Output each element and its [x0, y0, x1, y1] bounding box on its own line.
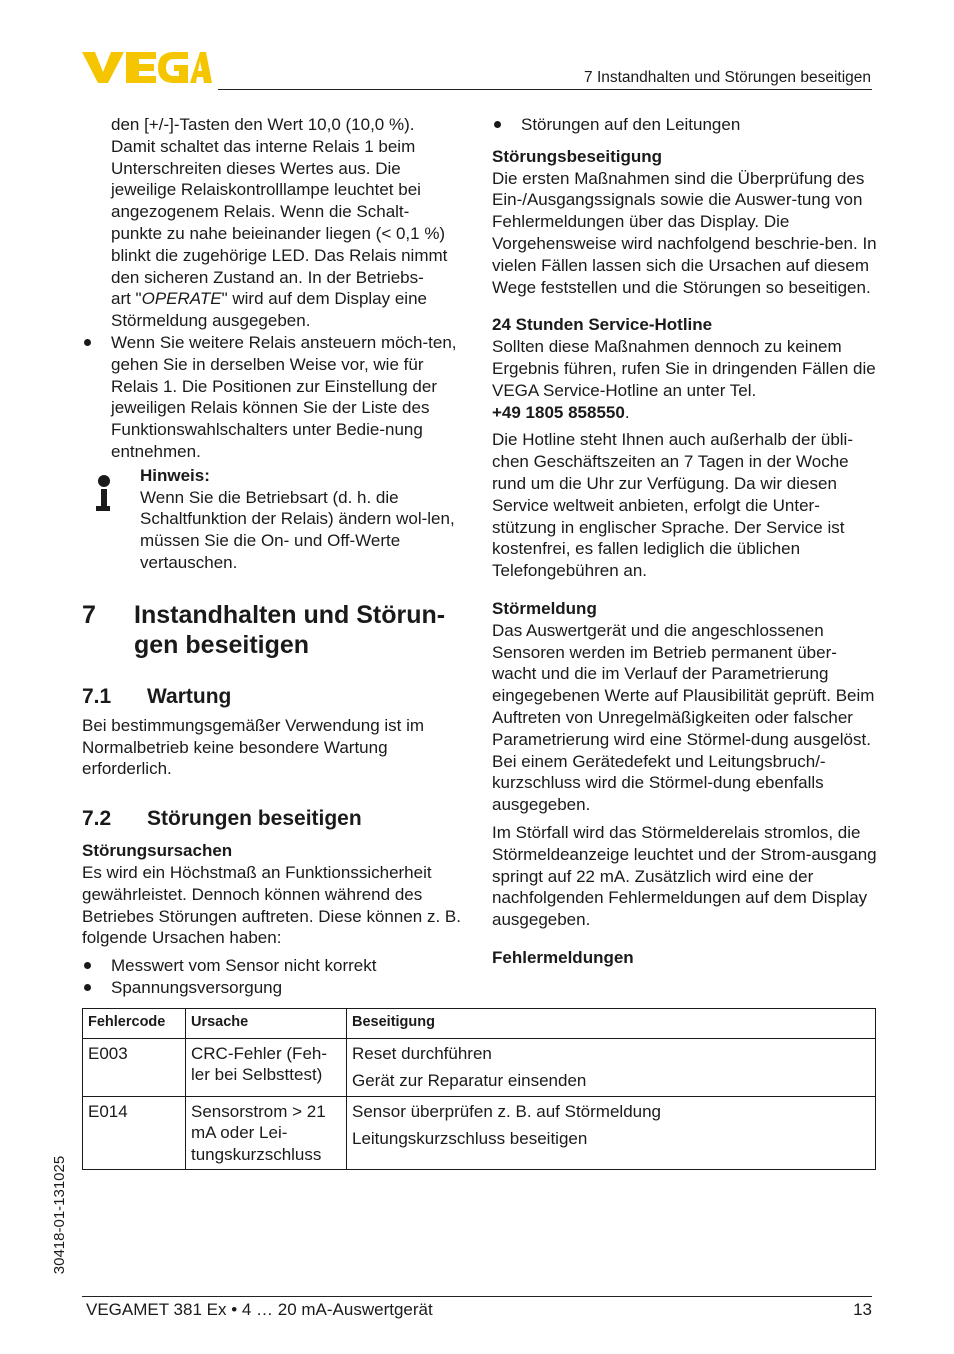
- list-item: Spannungsversorgung: [82, 977, 467, 999]
- note-text: Wenn Sie die Betriebsart (d. h. die Schaltfunktion der Relais) ändern wol-len, müssen Sie die On- und Off-Werte vertauschen.: [140, 487, 455, 572]
- right-column: [492, 114, 877, 969]
- fix-step: Leitungskurzschluss beseitigen: [352, 1129, 588, 1148]
- fix-step: Reset durchführen: [352, 1043, 492, 1063]
- column-header: Ursache: [186, 1009, 347, 1039]
- intro-line: Damit schaltet das interne Relais 1 beim: [111, 136, 416, 156]
- document-number-text: 30418-01-131025: [51, 1155, 69, 1275]
- vega-logo: [82, 50, 212, 84]
- fix-step: Gerät zur Reparatur einsenden: [352, 1071, 587, 1090]
- relay-bullet-list: [82, 332, 467, 463]
- section-title: Instandhalten und Störun-gen beseitigen: [134, 600, 446, 659]
- causes-list: [82, 955, 467, 999]
- intro-line: angezogenem Relais. Wenn die Schalt-: [111, 202, 410, 222]
- subsection-heading-wartung: [82, 684, 467, 710]
- operate-mode-label: OPERATE: [141, 289, 222, 309]
- note-title: Hinweis:: [140, 465, 210, 485]
- error-fix: [347, 1038, 876, 1096]
- hotline-period: .: [624, 402, 630, 422]
- subsection-heading-stoerungen: [82, 806, 467, 832]
- note-box: [82, 465, 467, 574]
- intro-line: den sicheren Zustand an. In der Betriebs-: [111, 267, 424, 287]
- operate-suffix: " wird auf dem Display eine: [221, 289, 427, 309]
- intro-line: punkte zu nahe beieinander liegen (< 0,1 %): [111, 223, 446, 243]
- causes-list-continued: [492, 114, 877, 136]
- error-fix: [347, 1096, 876, 1170]
- footer-rule: [82, 1296, 872, 1297]
- page-number: 13: [853, 1300, 872, 1319]
- document-number: [10, 1140, 110, 1290]
- section-heading: [82, 600, 467, 660]
- section-number: 7: [82, 600, 96, 629]
- column-header: Fehlercode: [83, 1009, 186, 1039]
- error-cause: Sensorstrom > 21 mA oder Lei-tungskurzschluss: [186, 1096, 347, 1170]
- header-rule: [218, 89, 872, 90]
- error-cause: CRC-Fehler (Feh-ler bei Selbsttest): [186, 1038, 347, 1096]
- list-item: Störungen auf den Leitungen: [492, 114, 877, 136]
- info-icon: [94, 475, 114, 515]
- intro-line: den [+/-]-Tasten den Wert 10,0 (10,0 %).: [111, 115, 415, 134]
- footer-product: VEGAMET 381 Ex • 4 … 20 mA-Auswertgerät: [86, 1300, 433, 1319]
- left-column: [82, 114, 467, 999]
- fix-step: Sensor überprüfen z. B. auf Störmeldung: [352, 1101, 662, 1121]
- intro-line: Unterschreiten dieses Wertes aus. Die: [111, 158, 401, 178]
- list-item: Wenn Sie weitere Relais ansteuern möch-ten, gehen Sie in derselben Weise vor, wie für Relais 1. Die Positionen zur Einstellung der jeweiligen Relais können Sie der Liste des Funktionswahlschalters unter Bedie-nung entnehmen.: [82, 332, 467, 463]
- maintenance-text: Bei bestimmungsgemäßer Verwendung ist im Normalbetrieb keine besondere Wartung erforderlich.: [82, 715, 425, 779]
- subsection-title: Wartung: [147, 684, 232, 708]
- hotline-intro: Sollten diese Maßnahmen dennoch zu keinem Ergebnis führen, rufen Sie in dringenden Fällen die VEGA Service-Hotline an unter Tel.: [492, 337, 876, 400]
- table-row: [83, 1096, 876, 1170]
- error-code: E014: [83, 1096, 186, 1170]
- subsection-number: 7.2: [82, 807, 112, 831]
- fix-heading: Störungsbeseitigung: [492, 146, 662, 166]
- subsection-number: 7.1: [82, 684, 112, 708]
- intro-line: blinkt die zugehörige LED. Das Relais nimmt: [111, 245, 448, 265]
- causes-text: Es wird ein Höchstmaß an Funktionssicherheit gewährleistet. Dennoch können während des Betriebes Störungen auftreten. Diese können z. B. folgende Ursachen haben:: [82, 862, 461, 948]
- fault-text: Das Auswertgerät und die angeschlossenen Sensoren werden im Betrieb permanent über-wacht und die im Verlauf der Parametrierung eingegebenen Werte auf Plausibilität geprüft. Beim Auftreten von Unregelmäßigkeiten oder falscher Parametrierung wird eine Störmel-dung ausgelöst. Bei einem Gerätedefekt und Leitungsbruch/-kurzschluss wird die Störmel-dung ebenfalls ausgegeben.: [492, 620, 875, 815]
- column-header: Beseitigung: [347, 1009, 876, 1039]
- error-code: E003: [83, 1038, 186, 1096]
- fix-text: Die ersten Maßnahmen sind die Überprüfung des Ein-/Ausgangssignals sowie die Auswer-tung von Fehlermeldungen über das Display. Die Vorgehensweise wird nachfolgend beschrie-ben. In vielen Fällen lassen sich die Ursachen auf diesem Wege feststellen und die Störungen so beseitigen.: [492, 168, 877, 297]
- list-item: Messwert vom Sensor nicht korrekt: [82, 955, 467, 977]
- running-header: 7 Instandhalten und Störungen beseitigen: [584, 69, 871, 86]
- errors-heading: Fehlermeldungen: [492, 947, 634, 967]
- error-table: [82, 1008, 876, 1170]
- intro-line: Störmeldung ausgegeben.: [111, 311, 311, 331]
- causes-heading: Störungsursachen: [82, 841, 233, 861]
- table-row: [83, 1038, 876, 1096]
- relay-intro-paragraph: [82, 114, 467, 332]
- intro-line-operate: [111, 288, 467, 310]
- hotline-phone: +49 1805 858550: [492, 402, 625, 422]
- hotline-text: [492, 336, 877, 423]
- hotline-text-2: Die Hotline steht Ihnen auch außerhalb der übli-chen Geschäftszeiten an 7 Tagen in der Woche rund um die Uhr zur Verfügung. Da wir diesen Service weltweit anbieten, erfolgt die Unter-stützung in englischer Sprache. Der Service ist kostenfrei, es fallen lediglich die üblichen Telefongebühren an.: [492, 430, 853, 581]
- fault-heading: Störmeldung: [492, 598, 597, 618]
- table-header-row: [83, 1009, 876, 1039]
- subsection-title: Störungen beseitigen: [147, 807, 362, 831]
- intro-line: jeweilige Relaiskontrolllampe leuchtet bei: [111, 180, 421, 200]
- hotline-heading: 24 Stunden Service-Hotline: [492, 315, 713, 335]
- fault-text-2: Im Störfall wird das Störmelderelais stromlos, die Störmeldeanzeige leuchtet und der Strom-ausgang springt auf 22 mA. Zusätzlich wird eine der nachfolgenden Fehlermeldungen auf dem Display ausgegeben.: [492, 822, 877, 930]
- operate-prefix: art ": [111, 289, 142, 309]
